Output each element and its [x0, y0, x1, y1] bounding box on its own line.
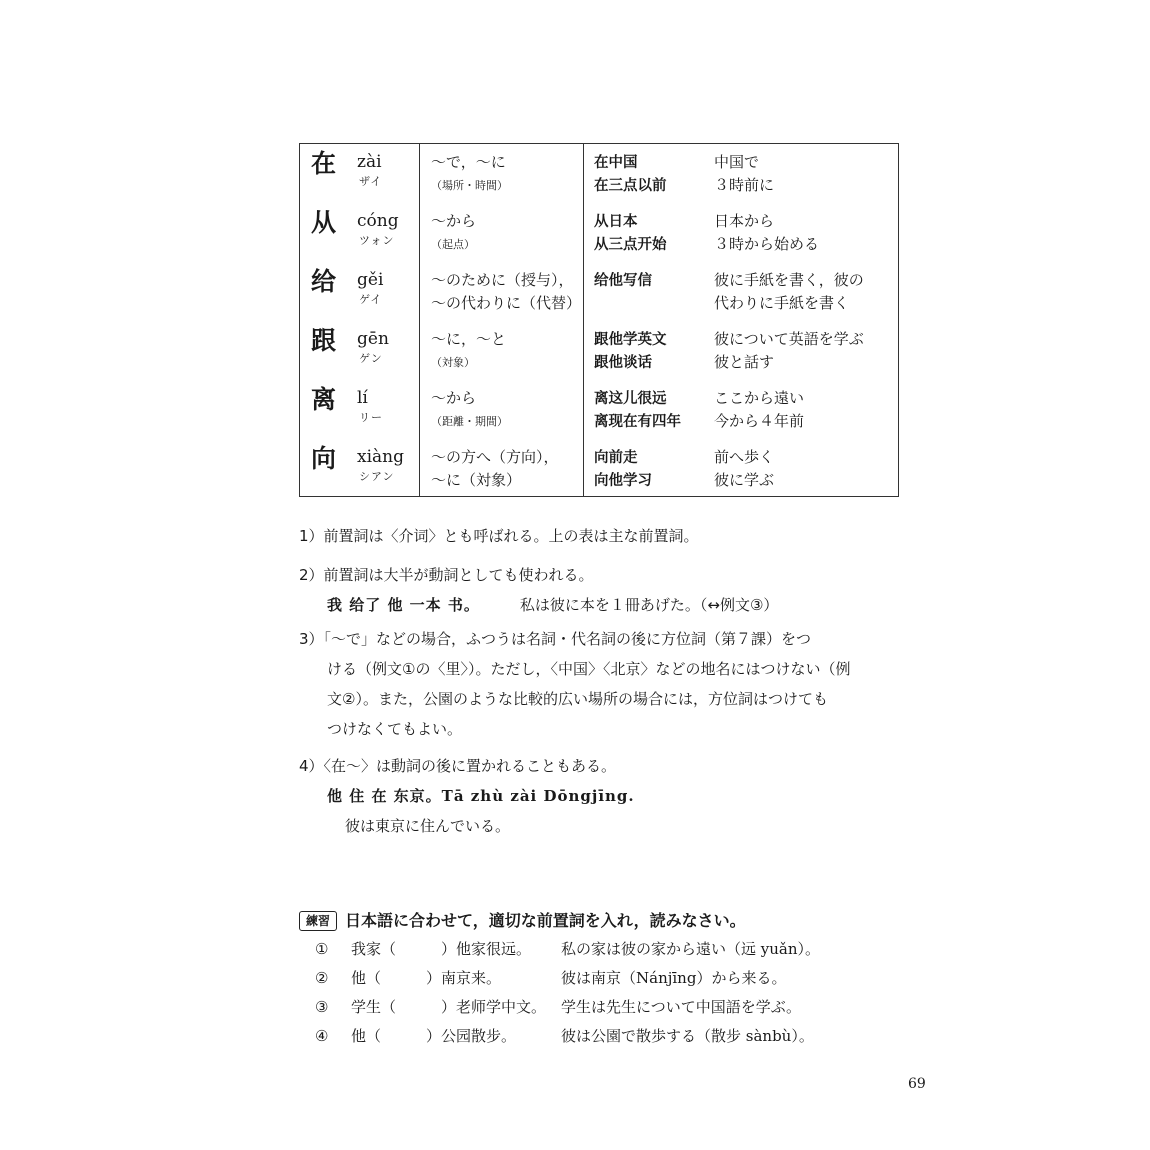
preposition-meaning: ～から （距離・期間） [431, 389, 508, 428]
preposition-kana: ゲイ [359, 293, 383, 306]
preposition-pinyin: cóng [357, 211, 399, 231]
table-row [300, 321, 898, 379]
exercise-badge: 練習 [299, 911, 337, 931]
preposition-char: 从 [311, 208, 337, 237]
preposition-meaning: ～に，～と （対象） [431, 330, 507, 369]
example-chinese: 跟他学英文 跟他谈话 [594, 331, 667, 371]
example-chinese: 给他写信 [594, 272, 652, 289]
page-number: 69 [908, 1076, 926, 1092]
table-row [300, 203, 898, 261]
example-chinese: 在中国 在三点以前 [594, 154, 667, 194]
example-chinese: 从日本 从三点开始 [594, 213, 667, 253]
note-2-example: 我 给了 他 一本 书。 私は彼に本を１冊あげた。（↔例文③） [327, 596, 779, 614]
preposition-pinyin: gěi [357, 270, 384, 290]
preposition-char: 给 [311, 267, 337, 296]
note-3: 3）「～で」などの場合，ふつうは名詞・代名詞の後に方位詞（第７課）をつ ける（例文①の〈里〉）。ただし，〈中国〉〈北京〉などの地名にはつけない（例 文②）。また，公園のような比較的広い場所の場合には，方位詞はつけても つけなくてもよい。 [299, 630, 851, 738]
preposition-meaning: ～のために（授与）， ～の代わりに（代替） [431, 271, 582, 312]
preposition-meaning: ～で，～に （場所・時間） [431, 153, 508, 192]
preposition-kana: ゲン [359, 352, 383, 365]
table-row [300, 262, 898, 320]
exercise-heading [299, 907, 746, 935]
preposition-char: 跟 [311, 326, 337, 355]
note-4-translation: 彼は東京に住んでいる。 [345, 817, 511, 835]
preposition-char: 向 [311, 444, 337, 473]
note-4: 4）〈在～〉は動詞の後に置かれることもある。 他 住 在 东京。Tā zhù zài Dōngjīng. 彼は東京に住んでいる。 [299, 751, 635, 841]
preposition-meaning: ～から （起点） [431, 212, 477, 251]
preposition-kana: ツォン [359, 234, 395, 247]
note-1: 1）前置詞は〈介词〉とも呼ばれる。上の表は主な前置詞。 [299, 527, 699, 545]
note-2: 2）前置詞は大半が動詞としても使われる。 我 给了 他 一本 书。 私は彼に本を１冊あげた。（↔例文③） [299, 560, 778, 620]
exercise-question: ④ 他（ ）公园散步。 彼は公園で散歩する（散步 sànbù）。 [315, 1027, 814, 1045]
preposition-pinyin: zài [357, 152, 382, 172]
preposition-kana: シアン [359, 470, 395, 483]
preposition-pinyin: xiàng [357, 447, 404, 467]
example-japanese: 中国で ３時前に [714, 153, 775, 194]
exercise-instruction: 日本語に合わせて，適切な前置詞を入れ，読みなさい。 [345, 911, 746, 930]
preposition-kana: ザイ [359, 175, 383, 188]
exercise-question: ③ 学生（ ）老师学中文。 学生は先生について中国語を学ぶ。 [315, 998, 802, 1016]
table-row [300, 380, 898, 438]
example-japanese: 日本から ３時から始める [714, 212, 820, 253]
preposition-pinyin: lí [357, 388, 368, 408]
example-japanese: 彼について英語を学ぶ 彼と話す [714, 330, 864, 371]
example-japanese: 彼に手紙を書く，彼の 代わりに手紙を書く [714, 271, 864, 312]
example-japanese: ここから遠い 今から４年前 [714, 389, 805, 430]
exercise-question: ② 他（ ）南京来。 彼は南京（Nánjīng）から来る。 [315, 969, 787, 987]
exercise-question: ① 我家（ ）他家很远。 私の家は彼の家から遠い（远 yuǎn）。 [315, 940, 821, 958]
preposition-kana: リー [359, 411, 383, 424]
table-row [300, 144, 898, 202]
note-4-example: 他 住 在 东京。Tā zhù zài Dōngjīng. [327, 787, 635, 805]
exercise-section [299, 907, 821, 1051]
example-japanese: 前へ歩く 彼に学ぶ [714, 448, 775, 489]
preposition-meaning: ～の方へ（方向）， ～に（対象） [431, 448, 559, 489]
example-chinese: 离这儿很远 离现在有四年 [594, 390, 681, 430]
table-row [300, 439, 898, 497]
preposition-table [299, 143, 899, 497]
preposition-pinyin: gēn [357, 329, 389, 349]
preposition-char: 离 [311, 385, 337, 414]
example-chinese: 向前走 向他学习 [594, 449, 652, 489]
preposition-char: 在 [311, 149, 337, 178]
